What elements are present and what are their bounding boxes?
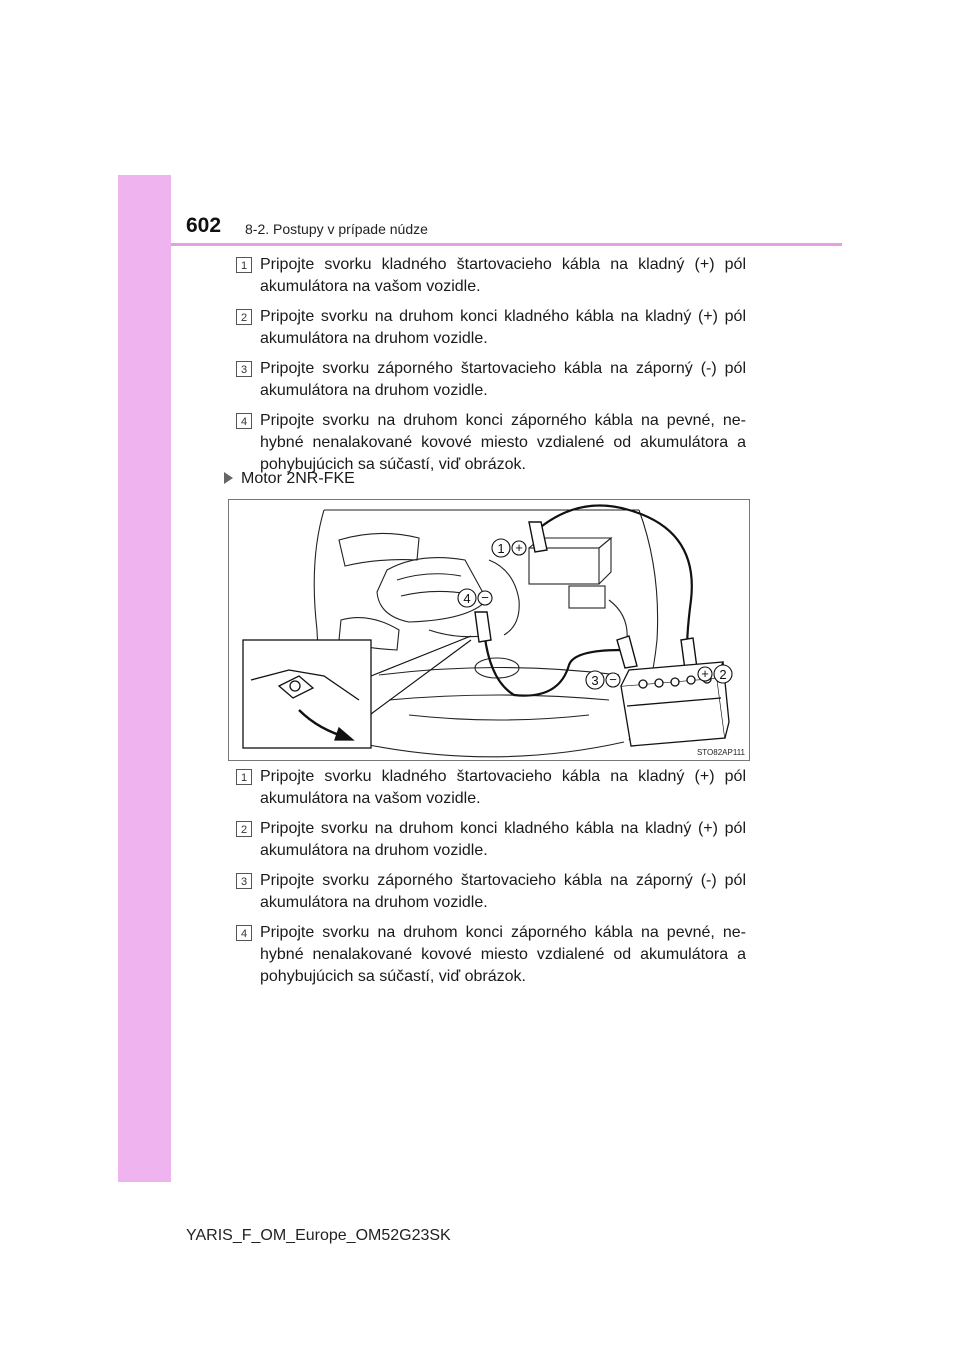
steps-list-first bbox=[236, 254, 746, 484]
step-number: 2 bbox=[236, 821, 252, 837]
step-item bbox=[236, 766, 746, 810]
step-item bbox=[236, 922, 746, 988]
step-text: Pripojte svorku na druhom konci záporného kábla na pevné, ne-hybné nenalakované kovové miesto vzdialené od akumulátora a pohybujúcich sa súčastí, viď obrázok. bbox=[260, 412, 746, 473]
engine-subheading-text: Motor 2NR-FKE bbox=[241, 470, 355, 487]
step-text: Pripojte svorku kladného štartovacieho kábla na kladný (+) pól akumulátora na vašom vozidle. bbox=[260, 256, 746, 295]
engine-bay-drawing bbox=[229, 500, 750, 761]
minus-sign-icon: − bbox=[481, 590, 489, 605]
step-text: Pripojte svorku záporného štartovacieho kábla na záporný (-) pól akumulátora na druhom vozidle. bbox=[260, 360, 746, 399]
step-item bbox=[236, 410, 746, 476]
step-item bbox=[236, 870, 746, 914]
plus-sign-icon: + bbox=[515, 540, 523, 555]
step-number: 1 bbox=[236, 257, 252, 273]
document-footer: YARIS_F_OM_Europe_OM52G23SK bbox=[186, 1227, 451, 1244]
figure-code: STO82AP111 bbox=[696, 748, 745, 757]
step-number: 4 bbox=[236, 925, 252, 941]
step-item bbox=[236, 818, 746, 862]
steps-list-second bbox=[236, 766, 746, 996]
step-number: 3 bbox=[236, 361, 252, 377]
step-item bbox=[236, 306, 746, 350]
step-text: Pripojte svorku na druhom konci kladného kábla na kladný (+) pól akumulátora na druhom vozidle. bbox=[260, 820, 746, 859]
callout-2-label: 2 bbox=[719, 667, 727, 682]
minus-sign-icon: − bbox=[609, 672, 617, 687]
engine-subheading bbox=[224, 470, 355, 488]
callout-1-label: 1 bbox=[497, 541, 505, 556]
side-tab-bar bbox=[118, 175, 171, 1182]
step-number: 2 bbox=[236, 309, 252, 325]
step-number: 3 bbox=[236, 873, 252, 889]
step-text: Pripojte svorku na druhom konci záporného kábla na pevné, ne-hybné nenalakované kovové miesto vzdialené od akumulátora a pohybujúcich sa súčastí, viď obrázok. bbox=[260, 924, 746, 985]
step-text: Pripojte svorku záporného štartovacieho kábla na záporný (-) pól akumulátora na druhom vozidle. bbox=[260, 872, 746, 911]
section-title: 8-2. Postupy v prípade núdze bbox=[245, 221, 428, 237]
header-rule bbox=[171, 243, 842, 246]
page-number: 602 bbox=[186, 214, 222, 237]
jump-start-illustration bbox=[228, 499, 750, 761]
step-item bbox=[236, 254, 746, 298]
step-number: 1 bbox=[236, 769, 252, 785]
step-number: 4 bbox=[236, 413, 252, 429]
callout-4-label: 4 bbox=[463, 591, 471, 606]
step-text: Pripojte svorku kladného štartovacieho kábla na kladný (+) pól akumulátora na vašom vozidle. bbox=[260, 768, 746, 807]
callout-3-label: 3 bbox=[591, 673, 599, 688]
step-item bbox=[236, 358, 746, 402]
plus-sign-icon: + bbox=[701, 666, 709, 681]
step-text: Pripojte svorku na druhom konci kladného kábla na kladný (+) pól akumulátora na druhom vozidle. bbox=[260, 308, 746, 347]
triangle-bullet-icon bbox=[224, 472, 233, 484]
